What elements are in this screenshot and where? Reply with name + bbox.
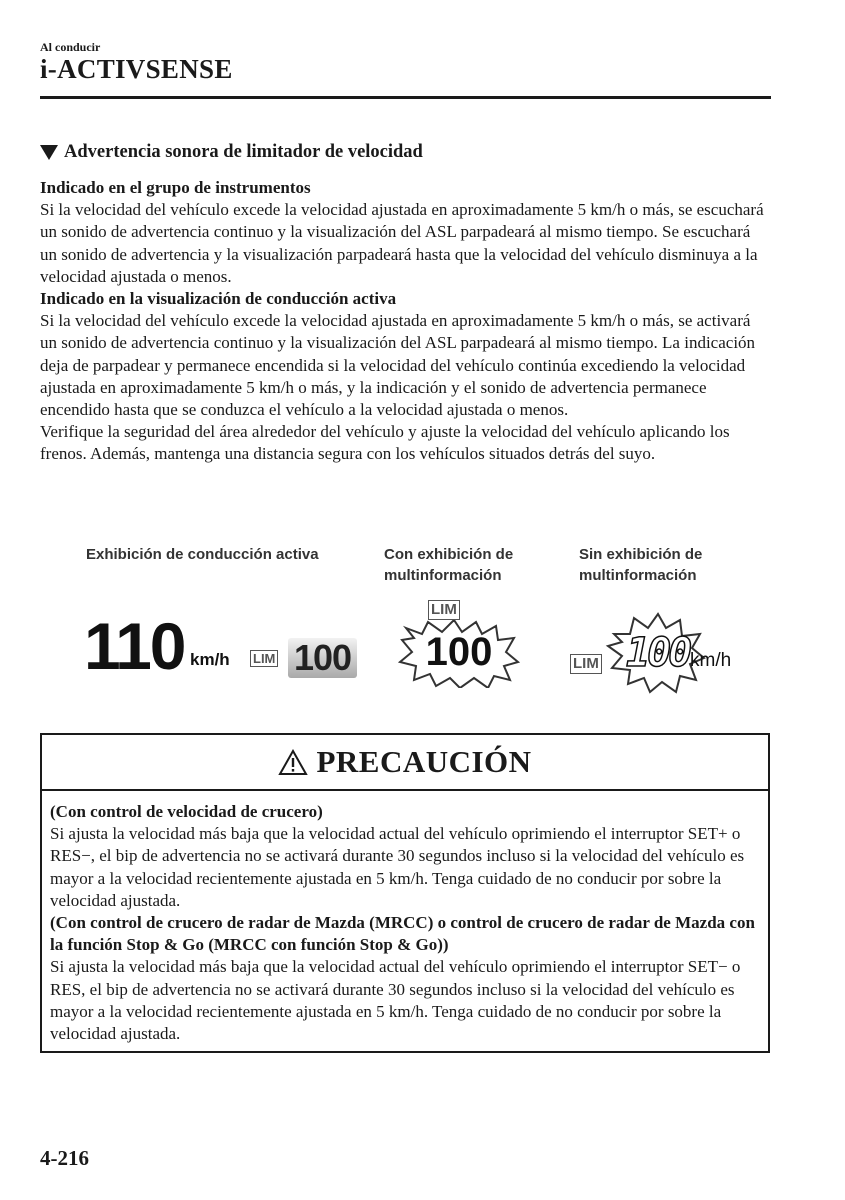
body-text <box>40 177 770 466</box>
limit-value-segment: 100 <box>626 630 690 676</box>
speed-unit-segment: km/h <box>690 650 732 671</box>
section-label: Al conducir <box>40 40 101 54</box>
subheading <box>40 142 423 163</box>
triangle-down-icon <box>40 145 58 160</box>
warning-triangle-icon <box>278 749 308 776</box>
current-speed: 110 <box>84 609 185 683</box>
lim-badge-multi: LIM <box>428 600 460 620</box>
figure-label-with-multi <box>384 544 513 586</box>
figure-label-with-multi-line2: multinformación <box>384 567 502 584</box>
page-title: i-ACTIVSENSE <box>40 54 233 84</box>
caution-header <box>42 735 768 791</box>
caution-heading-mrcc: (Con control de crucero de radar de Mazda (MRCC) o control de crucero de radar de Mazda con la función Stop & Go (MRCC con función Stop & Go)) <box>50 913 755 955</box>
lim-badge-active: LIM <box>250 650 278 667</box>
figure-label-without-multi <box>579 544 702 586</box>
body-paragraph-active-display: Si la velocidad del vehículo excede la velocidad ajustada en aproximadamente 5 km/h o más, se activará un sonido de advertencia continuo y la visualización del ASL parpadeará al mismo tiempo. La indicación deja de parpadear y permanece encendida si la velocidad del vehículo continúa excediendo la velocidad ajustada en aproximadamente 5 km/h o más, y la indicación y el sonido de advertencia permanece encendido hasta que se conduzca el vehículo a la velocidad ajustada o menos. <box>40 311 756 420</box>
figure-label-with-multi-line1: Con exhibición de <box>384 546 514 563</box>
caution-paragraph-cruise: Si ajusta la velocidad más baja que la velocidad actual del vehículo oprimiendo el interruptor SET+ o RES−, el bip de advertencia no se activará durante 30 segundos incluso si la velocidad del vehículo es mayor a la velocidad recientemente ajustada en 5 km/h. Tenga cuidado de no conducir por sobre la velocidad ajustada. <box>50 824 745 910</box>
subheading-text: Advertencia sonora de limitador de velocidad <box>64 142 423 162</box>
speed-unit: km/h <box>190 650 230 669</box>
body-paragraph-safety: Verifique la seguridad del área alrededor del vehículo y ajuste la velocidad del vehículo aplicando los frenos. Además, mantenga una distancia segura con los vehículos situados detrás del suyo. <box>40 422 730 464</box>
caution-paragraph-mrcc: Si ajusta la velocidad más baja que la velocidad actual del vehículo oprimiendo el interruptor SET− o RES, el bip de advertencia no se activará durante 30 segundos incluso si la velocidad del vehículo es mayor a la velocidad recientemente ajustada en 5 km/h. Tenga cuidado de no conducir por sobre la velocidad ajustada. <box>50 957 741 1044</box>
body-heading-cluster: Indicado en el grupo de instrumentos <box>40 178 311 197</box>
page-number: 4-216 <box>40 1146 89 1170</box>
caution-title: PRECAUCIÓN <box>316 744 532 779</box>
caution-heading-cruise: (Con control de velocidad de crucero) <box>50 802 323 821</box>
limit-value-multi: 100 <box>425 630 493 674</box>
figure-label-active-display: Exhibición de conducción activa <box>86 546 319 563</box>
figure-label-without-multi-line2: multinformación <box>579 567 697 584</box>
body-heading-active-display: Indicado en la visualización de conducción activa <box>40 289 397 309</box>
caution-body <box>50 801 762 1045</box>
caution-box <box>40 733 770 1053</box>
lim-badge-segment: LIM <box>570 654 602 674</box>
figure-label-without-multi-line1: Sin exhibición de <box>579 546 703 563</box>
body-paragraph-cluster: Si la velocidad del vehículo excede la velocidad ajustada en aproximadamente 5 km/h o más, se escuchará un sonido de advertencia continuo y la visualización del ASL parpadeará al mismo tiempo. Se escuchará un sonido de advertencia y la visualización parpadeará hasta que la velocidad del vehículo disminuya a la velocidad ajustada o menos. <box>40 200 764 286</box>
header-rule <box>40 96 771 99</box>
limit-value-active: 100 <box>288 638 357 678</box>
